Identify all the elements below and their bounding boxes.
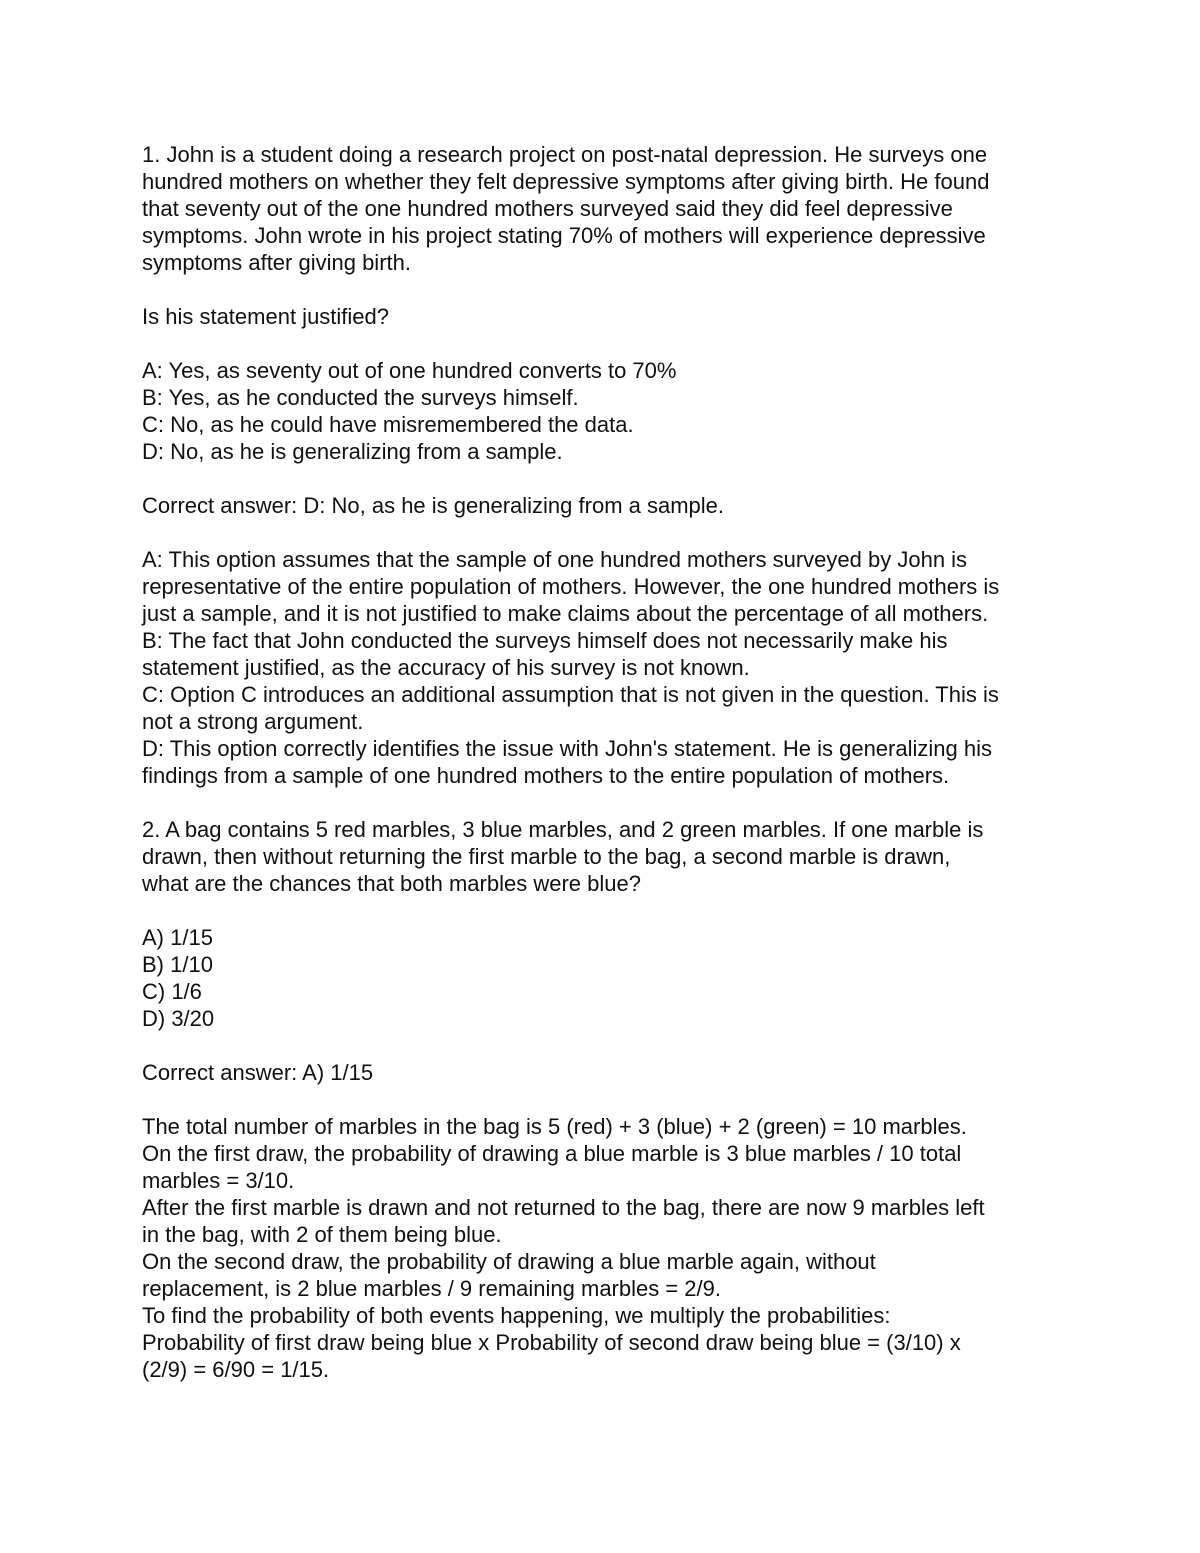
text-line: marbles = 3/10. — [142, 1168, 295, 1193]
option-c: C: No, as he could have misremembered the data. — [142, 412, 634, 437]
text-line: On the second draw, the probability of drawing a blue marble again, without — [142, 1249, 876, 1274]
paragraph-gap — [142, 789, 1082, 816]
text-line: To find the probability of both events happening, we multiply the probabilities: — [142, 1303, 891, 1328]
text-line: representative of the entire population of mothers. However, the one hundred mothers is — [142, 574, 1000, 599]
text-line: symptoms. John wrote in his project stating 70% of mothers will experience depressive — [142, 223, 986, 248]
text-line: 2. A bag contains 5 red marbles, 3 blue marbles, and 2 green marbles. If one marble is — [142, 817, 984, 842]
paragraph-gap — [142, 330, 1082, 357]
text-line: (2/9) = 6/90 = 1/15. — [142, 1357, 330, 1382]
question-2-answer: Correct answer: A) 1/15 — [142, 1060, 374, 1085]
text-line: B: The fact that John conducted the surveys himself does not necessarily make his — [142, 628, 948, 653]
text-line: statement justified, as the accuracy of his survey is not known. — [142, 655, 750, 680]
option-d: D: No, as he is generalizing from a sample. — [142, 439, 563, 464]
option-d: D) 3/20 — [142, 1006, 215, 1031]
paragraph-gap — [142, 276, 1082, 303]
text-line: On the first draw, the probability of drawing a blue marble is 3 blue marbles / 10 total — [142, 1141, 962, 1166]
question-1-prompt: Is his statement justified? — [142, 304, 390, 329]
option-a: A) 1/15 — [142, 925, 213, 950]
text-line: C: Option C introduces an additional assumption that is not given in the question. This is — [142, 682, 999, 707]
paragraph-gap — [142, 465, 1082, 492]
text-line: findings from a sample of one hundred mothers to the entire population of mothers. — [142, 763, 950, 788]
text-line: 1. John is a student doing a research project on post-natal depression. He surveys one — [142, 142, 988, 167]
question-2-options — [142, 924, 1082, 1032]
text-line: in the bag, with 2 of them being blue. — [142, 1222, 502, 1247]
text-line: drawn, then without returning the first marble to the bag, a second marble is drawn, — [142, 844, 951, 869]
document-page — [142, 141, 1082, 1383]
text-line: what are the chances that both marbles were blue? — [142, 871, 641, 896]
text-line: not a strong argument. — [142, 709, 364, 734]
option-b: B) 1/10 — [142, 952, 213, 977]
option-a: A: Yes, as seventy out of one hundred converts to 70% — [142, 358, 677, 383]
text-line: D: This option correctly identifies the issue with John's statement. He is generalizing his — [142, 736, 992, 761]
option-b: B: Yes, as he conducted the surveys himself. — [142, 385, 579, 410]
option-c: C) 1/6 — [142, 979, 202, 1004]
text-line: symptoms after giving birth. — [142, 250, 411, 275]
paragraph-gap — [142, 1086, 1082, 1113]
paragraph-gap — [142, 897, 1082, 924]
paragraph-gap — [142, 519, 1082, 546]
text-line: replacement, is 2 blue marbles / 9 remaining marbles = 2/9. — [142, 1276, 722, 1301]
question-1-stem — [142, 141, 1082, 276]
text-line: just a sample, and it is not justified to make claims about the percentage of all mothers. — [142, 601, 989, 626]
question-1-options — [142, 357, 1082, 465]
question-1-explanation — [142, 546, 1082, 789]
text-line: hundred mothers on whether they felt depressive symptoms after giving birth. He found — [142, 169, 990, 194]
question-1-answer: Correct answer: D: No, as he is generalizing from a sample. — [142, 493, 725, 518]
paragraph-gap — [142, 1032, 1082, 1059]
text-line: After the first marble is drawn and not returned to the bag, there are now 9 marbles left — [142, 1195, 985, 1220]
question-2-explanation — [142, 1113, 1082, 1383]
text-line: The total number of marbles in the bag is 5 (red) + 3 (blue) + 2 (green) = 10 marbles. — [142, 1114, 967, 1139]
text-line: Probability of first draw being blue x Probability of second draw being blue = (3/10) x — [142, 1330, 961, 1355]
question-2-stem — [142, 816, 1082, 897]
text-line: A: This option assumes that the sample of one hundred mothers surveyed by John is — [142, 547, 968, 572]
text-line: that seventy out of the one hundred mothers surveyed said they did feel depressive — [142, 196, 953, 221]
